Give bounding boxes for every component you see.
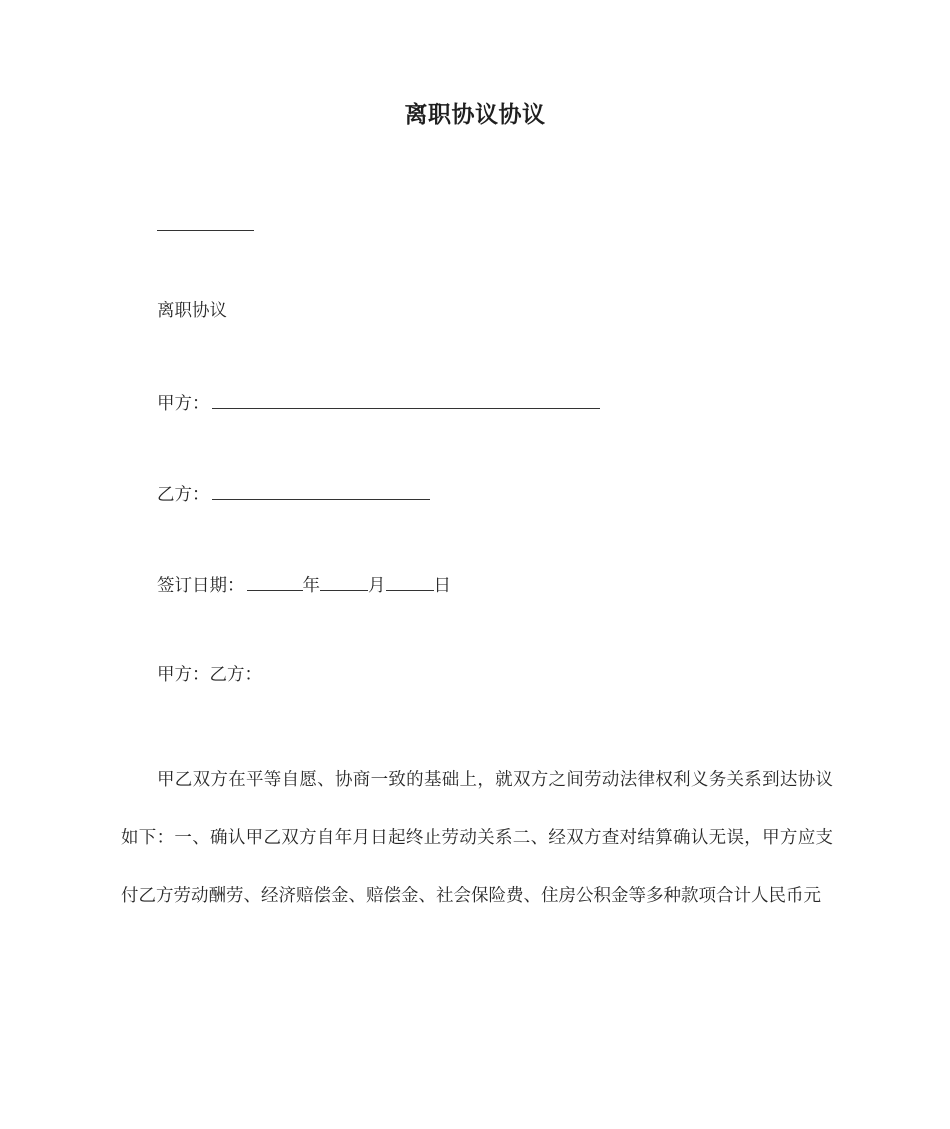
- parties-line: 甲方：乙方：: [157, 665, 262, 685]
- sign-date-row: [157, 572, 451, 598]
- party-b-blank[interactable]: [212, 481, 430, 500]
- party-b-row: [157, 481, 430, 507]
- day-label: 日: [433, 576, 451, 596]
- party-a-label: 甲方：: [157, 394, 210, 414]
- document-subtitle: 离职协议: [157, 301, 227, 321]
- document-title: 离职协议协议: [404, 102, 546, 128]
- party-b-label: 乙方：: [157, 485, 210, 505]
- year-blank[interactable]: [247, 572, 303, 591]
- year-label: 年: [302, 576, 320, 596]
- blank-line-top: [157, 212, 254, 238]
- party-a-row: [157, 390, 600, 416]
- sign-date-label: 签订日期：: [157, 576, 245, 596]
- fill-in-blank[interactable]: [157, 212, 254, 231]
- month-blank[interactable]: [320, 572, 368, 591]
- party-a-blank[interactable]: [212, 390, 600, 409]
- day-blank[interactable]: [386, 572, 434, 591]
- agreement-body-paragraph: 甲乙双方在平等自愿、协商一致的基础上，就双方之间劳动法律权利义务关系到达协议如下：一、确认甲乙双方自年月日起终止劳动关系二、经双方查对结算确认无误，甲方应支付乙方劳动酬劳、经济赔偿金、赔偿金、社会保险费、住房公积金等多种款项合计人民币元: [121, 770, 833, 906]
- month-label: 月: [368, 576, 386, 596]
